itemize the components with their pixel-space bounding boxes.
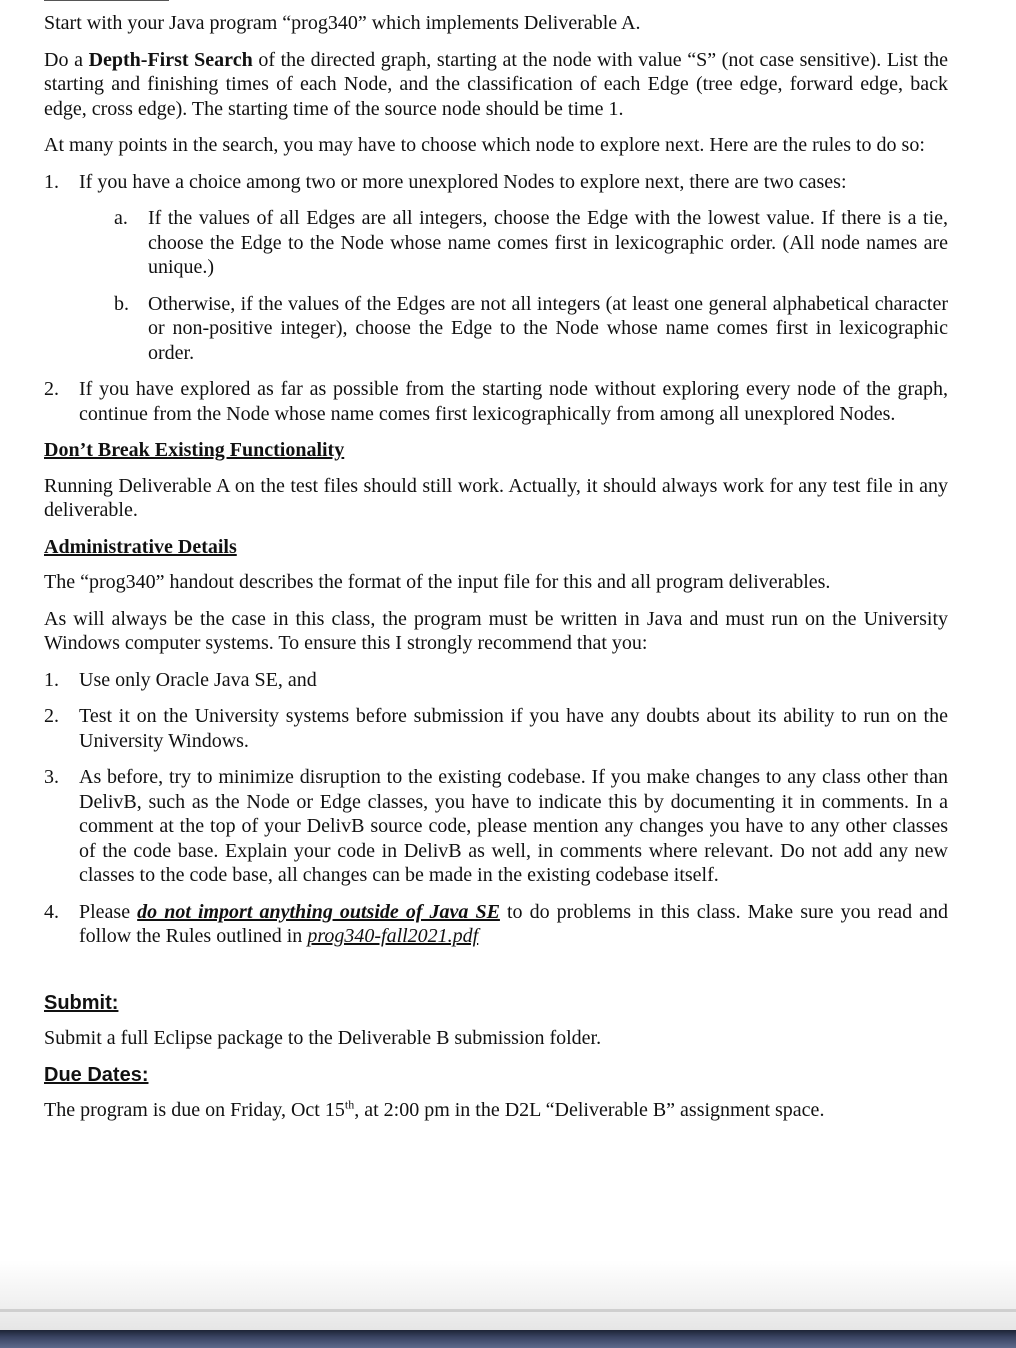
due-sup: th — [344, 1097, 355, 1112]
taskbar — [0, 1330, 1016, 1348]
rules-pdf-link[interactable]: prog340-fall2021.pdf — [307, 925, 479, 947]
java-se-link[interactable]: do not import anything outside of Java SE — [137, 900, 500, 923]
admin-paragraph-2: As will always be the case in this class, the program must be written in Java and must run on the University Windows computer systems. To ensure this I strongly recommend that you: — [44, 607, 948, 654]
admin-item — [44, 765, 948, 888]
page-bottom-shade — [0, 1260, 1016, 1330]
due-pre: The program is due on Friday, Oct 15 — [44, 1099, 345, 1121]
due-post: , at 2:00 pm in the D2L “Deliverable B” assignment space. — [354, 1099, 825, 1121]
admin-paragraph-1: The “prog340” handout describes the format of the input file for this and all program deliverables. — [44, 571, 831, 593]
admin-item-number: 2. — [44, 705, 59, 727]
due-paragraph — [44, 1098, 948, 1123]
intro-paragraph: Start with your Java program “prog340” which implements Deliverable A. — [44, 12, 641, 34]
top-rule — [44, 0, 169, 1]
subrule-text: If the values of all Edges are all integers, choose the Edge with the lowest value. If there is a tie, choose the Edge to the Node whose name comes first in lexicographic order. (All node names are unique.) — [148, 207, 948, 278]
admin-item-number: 3. — [44, 766, 59, 788]
rule-number: 1. — [44, 170, 59, 193]
dfs-pre: Do a — [44, 48, 89, 71]
admin-item-text: As before, try to minimize disruption to the existing codebase. If you make changes to any class other than DelivB, such as the Node or Edge classes, you have to indicate this by documenting it in comments. In a comment at the top of your DelivB source code, please mention any changes you have to any other classes of the code base. Explain your code in DelivB as well, in comments where relevant. Do not add any new classes to the code base, all changes can be made in the existing codebase itself. — [79, 766, 948, 886]
rule-sublist — [114, 206, 948, 365]
submit-paragraph: Submit a full Eclipse package to the Deliverable B submission folder. — [44, 1027, 602, 1049]
dfs-bold-term: Depth-First Search — [88, 48, 253, 71]
admin-item-text: Use only Oracle Java SE, and — [79, 668, 317, 691]
admin-item-text: Test it on the University systems before submission if you have any doubts about its ability to run on the University Windows. — [79, 705, 948, 752]
admin-item4-pre: Please — [79, 900, 138, 923]
dont-break-paragraph: Running Deliverable A on the test files should still work. Actually, it should always work for any test file in any deliverable. — [44, 474, 948, 521]
page-divider — [0, 1309, 1016, 1312]
rule-number: 2. — [44, 378, 59, 400]
admin-item-number: 4. — [44, 900, 59, 923]
subrule-letter: a. — [114, 207, 128, 229]
dfs-paragraph — [44, 48, 948, 122]
subrule-item — [114, 292, 948, 366]
admin-item — [44, 668, 948, 693]
submit-heading: Submit: — [44, 991, 119, 1014]
admin-heading: Administrative Details — [44, 535, 237, 558]
rule-text: If you have explored as far as possible from the starting node without exploring every node of the graph, continue from the Node whose name comes first lexicographically from among all unexplored Nodes. — [79, 378, 948, 425]
rule-item — [44, 170, 948, 366]
admin-item — [44, 900, 948, 949]
dont-break-heading: Don’t Break Existing Functionality — [44, 439, 345, 461]
subrule-text: Otherwise, if the values of the Edges are not all integers (at least one general alphabetical character or non-positive integer), choose the Edge to the Node whose name comes first in lexicographic order. — [148, 292, 948, 364]
rules-intro-paragraph: At many points in the search, you may have to choose which node to explore next. Here are the rules to do so: — [44, 134, 925, 156]
dfs-post: of the directed graph, starting at the node with value “S” (not case sensitive). List the starting and finishing times of each Node, and the classification of each Edge (tree edge, forward edge, back edge, cross edge). The starting time of the source node should be time 1. — [44, 48, 949, 120]
document-content — [44, 11, 948, 1135]
subrule-item — [114, 206, 948, 280]
rule-item — [44, 377, 948, 426]
rule-text: If you have a choice among two or more unexplored Nodes to explore next, there are two cases: — [79, 170, 847, 193]
rules-list — [44, 170, 948, 427]
admin-item4-mid: to do problems in this class. Make sure you read and follow the Rules outlined in — [79, 900, 949, 947]
subrule-letter: b. — [114, 292, 129, 315]
admin-list — [44, 668, 948, 949]
admin-item-number: 1. — [44, 668, 59, 691]
due-dates-heading: Due Dates: — [44, 1063, 149, 1086]
admin-item — [44, 704, 948, 753]
spacer — [44, 961, 948, 991]
